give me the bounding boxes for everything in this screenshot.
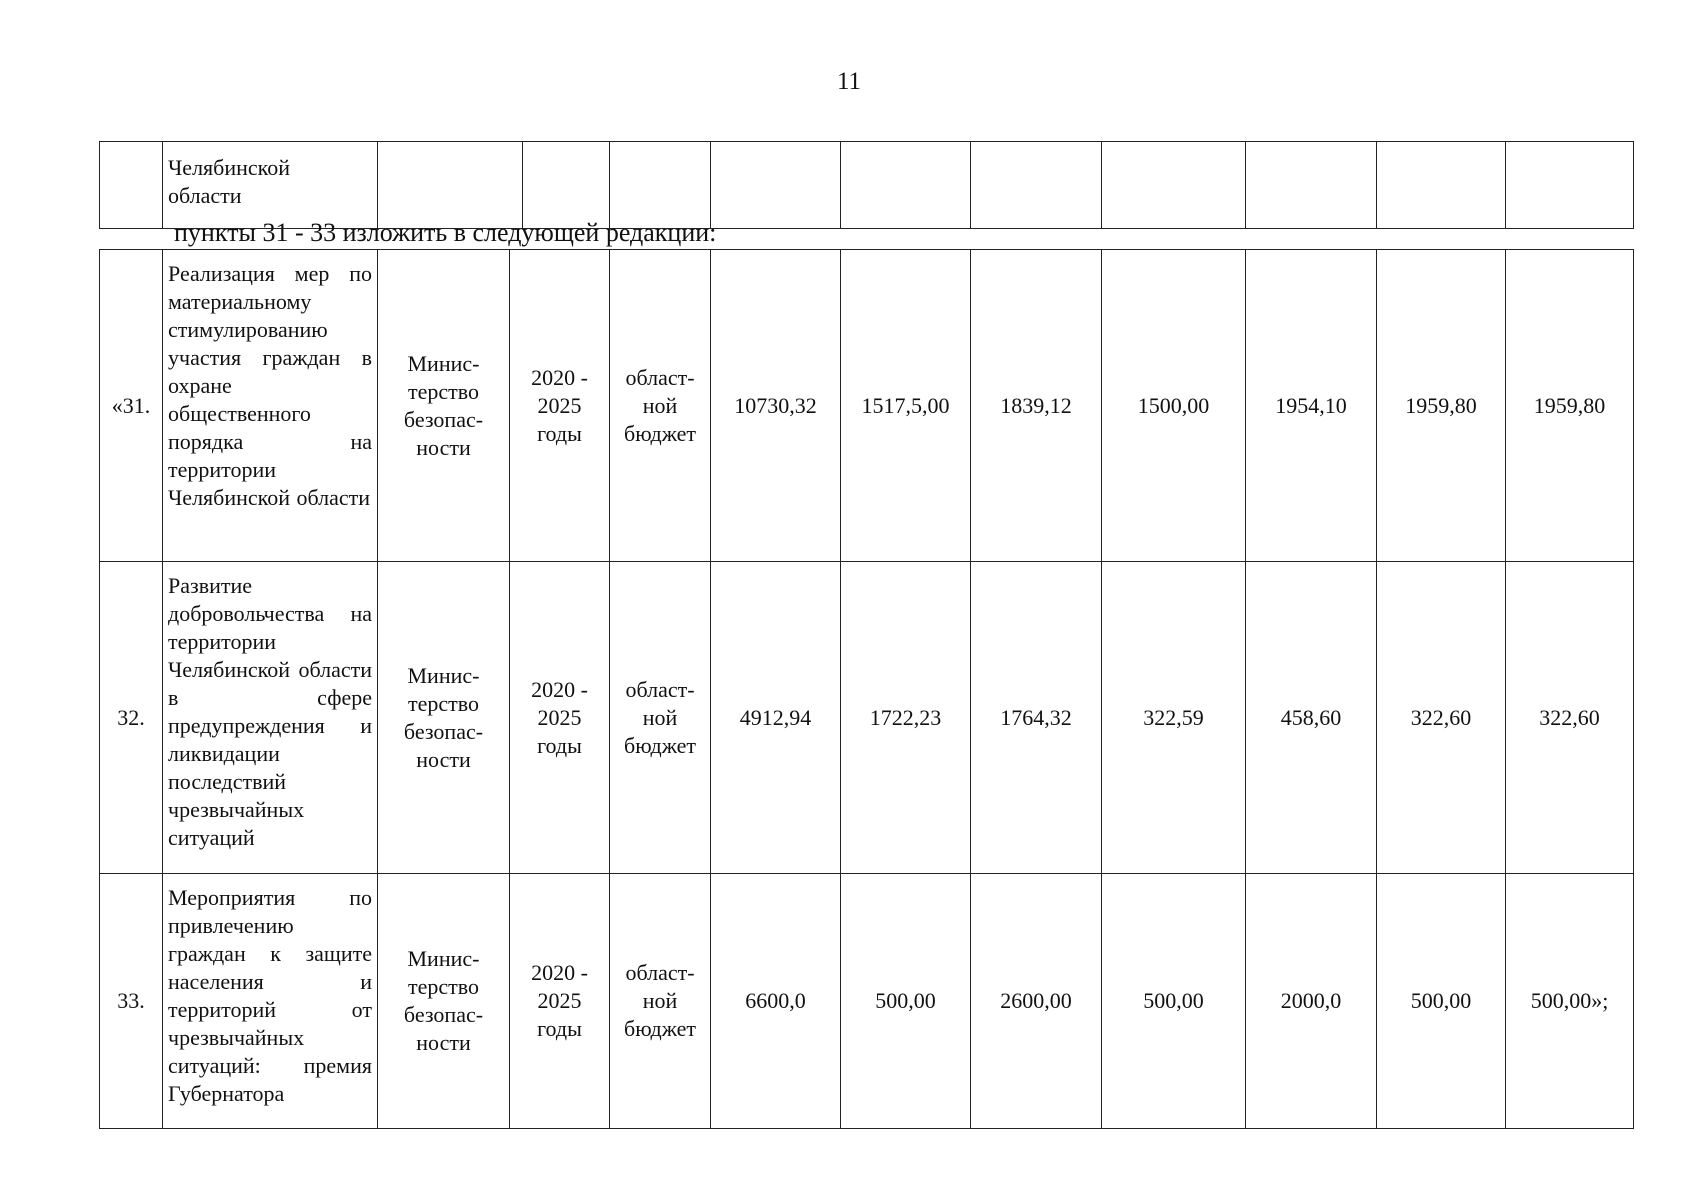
cell-executor-line: безопас- [403,718,484,744]
cell-executor [378,874,510,1129]
cell-period-line: 2025 [537,988,582,1013]
cell-value: 2600,00 [971,874,1102,1129]
cell-value: 1500,00 [1102,250,1246,562]
cell-value: 458,60 [1246,562,1377,874]
cell-num [100,142,163,229]
name-line: области [168,183,242,208]
continuation-table [99,141,1634,229]
cell-executor-line: терство [408,974,479,999]
measures-table [99,249,1634,1129]
cell-value: 2000,0 [1246,874,1377,1129]
cell-source [610,562,711,874]
cell-executor-line: Минис- [407,662,480,688]
cell-executor [378,562,510,874]
cell-value: 1517,5,00 [841,250,971,562]
cell-value: 500,00»; [1506,874,1634,1129]
cell-executor-line: ности [416,1030,471,1055]
cell-period-line: годы [537,1016,582,1041]
continuation-row [100,142,1634,229]
cell-value: 322,60 [1506,562,1634,874]
cell-source [610,250,711,562]
cell-value: 322,59 [1102,562,1246,874]
cell-period-line: 2020 - [531,364,588,390]
cell-executor-line: безопас- [403,1002,484,1027]
cell-value: 500,00 [1377,874,1506,1129]
table-row [100,250,1634,562]
cell-period-line: 2020 - [531,676,588,702]
table-row [100,874,1634,1129]
cell-num: 32. [100,562,163,874]
cell-source-line: ной [642,392,678,418]
cell-value: 10730,32 [711,250,841,562]
intro-text: пункты 31 - 33 изложить в следующей редакции: [174,218,717,247]
cell-period-line: 2025 [537,704,582,730]
cell-executor-line: терство [408,378,479,404]
cell-value: 1954,10 [1246,250,1377,562]
cell-period-line: годы [537,420,582,446]
cell-value: 4912,94 [711,562,841,874]
cell-value: 1959,80 [1506,250,1634,562]
cell-source-line: ной [642,988,678,1013]
cell-period [510,250,610,562]
cell-executor-line: Минис- [407,946,480,971]
cell-value: 1722,23 [841,562,971,874]
cell-source-line: бюджет [624,1016,696,1041]
page-number: 11 [836,68,862,95]
cell-period [510,874,610,1129]
cell-value: 1839,12 [971,250,1102,562]
rows-body [100,250,1634,1129]
table-row [100,562,1634,874]
cell-num: 33. [100,874,163,1129]
cell-executor-line: ности [416,746,471,772]
cell-name: Реализация мер по материальному стимулированию участия граждан в охране общественного порядка на территории Челябинской области [163,250,378,562]
cell-source-line: област- [625,364,695,390]
cell-executor-line: терство [408,690,479,716]
cell-period-line: годы [537,732,582,758]
cell-name [163,142,378,229]
cell-executor [378,250,510,562]
cell-source-line: област- [625,960,695,985]
cell-value: 500,00 [1102,874,1246,1129]
cell-period-line: 2025 [537,392,582,418]
cell-period-line: 2020 - [531,960,588,985]
cell-value: 1764,32 [971,562,1102,874]
cell-period [510,562,610,874]
cell-executor-line: ности [416,434,471,460]
cell-num: «31. [100,250,163,562]
cell-source-line: ной [642,704,678,730]
cell-name: Развитие добровольчества на территории Челябинской области в сфере предупреждения и ликвидации последствий чрезвычайных ситуаций [163,562,378,874]
cell-source [610,874,711,1129]
cell-value: 6600,0 [711,874,841,1129]
cell-executor-line: безопас- [403,406,484,432]
cell-source-line: бюджет [624,732,696,758]
cell-source-line: бюджет [624,420,696,446]
cell-value: 1959,80 [1377,250,1506,562]
name-line: Челябинской [168,155,291,180]
cell-executor-line: Минис- [407,350,480,376]
cell-value: 500,00 [841,874,971,1129]
cell-value: 322,60 [1377,562,1506,874]
cell-source-line: област- [625,676,695,702]
cell-name: Мероприятия по привлечению граждан к защите населения и территорий от чрезвычайных ситуаций: премия Губернатора [163,874,378,1129]
